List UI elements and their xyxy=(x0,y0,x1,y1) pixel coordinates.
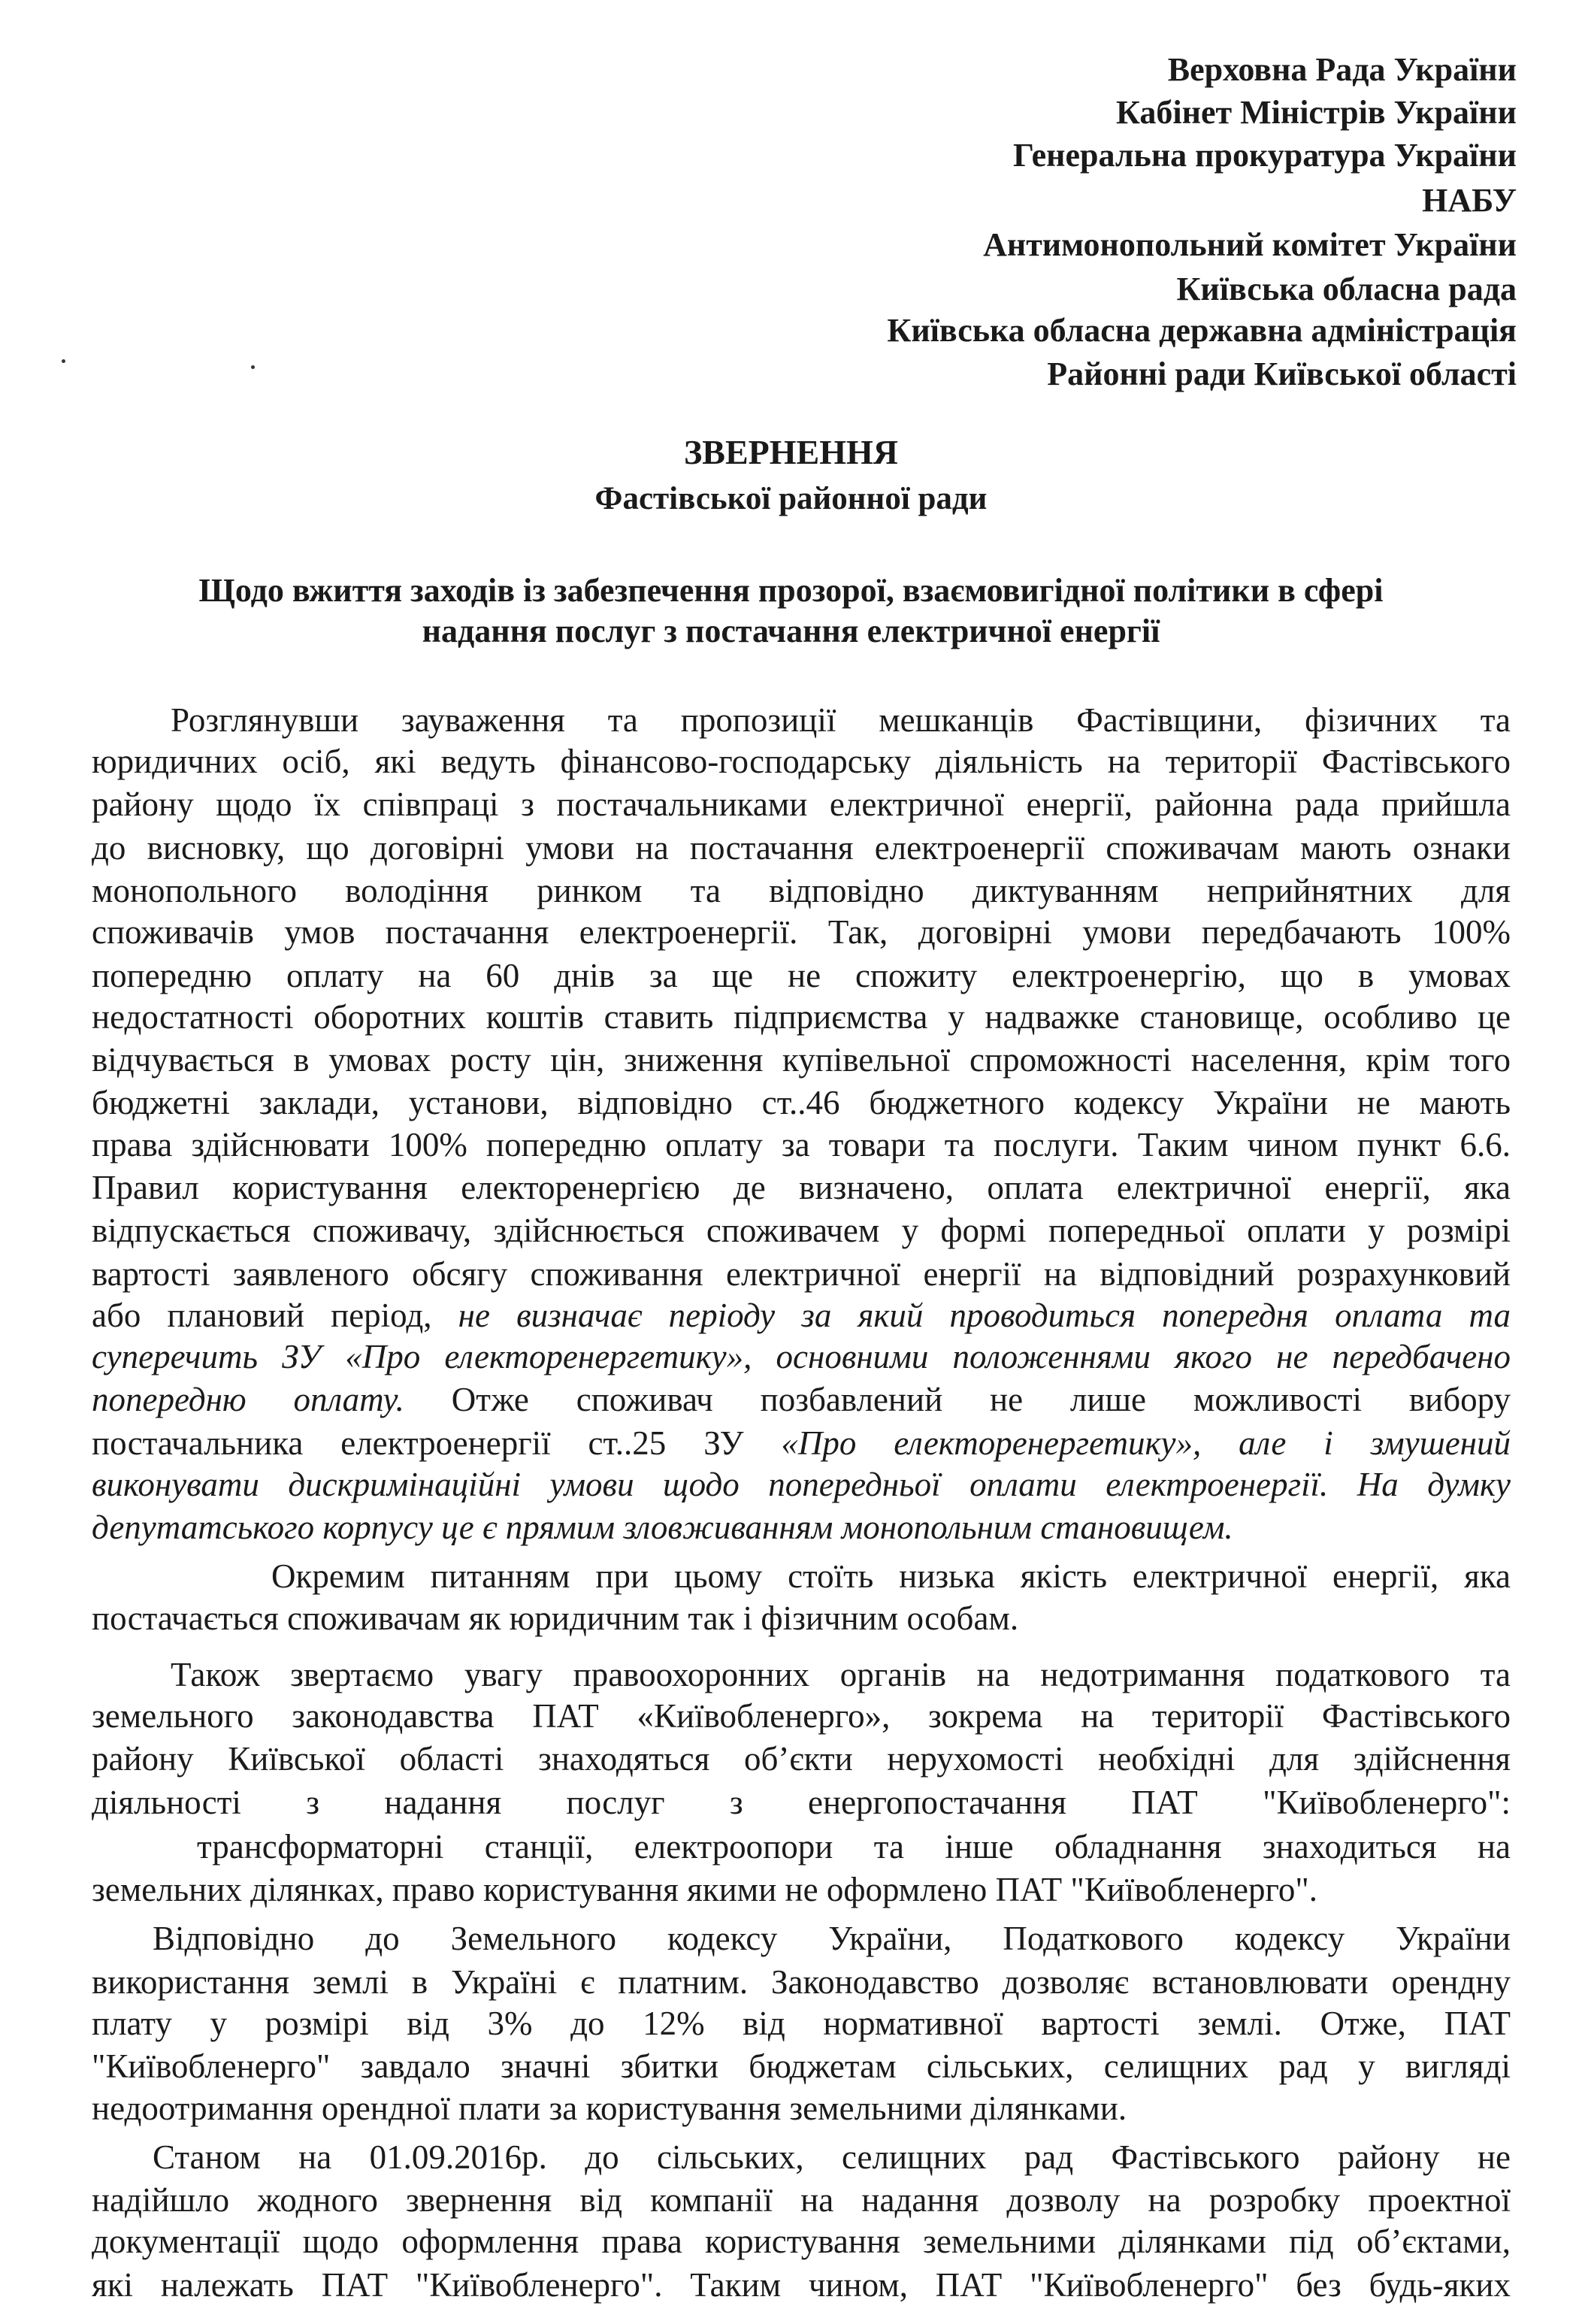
italic-text-segment: не визначає періоду за який проводиться попередня оплата та xyxy=(458,1296,1511,1334)
body-line xyxy=(92,1961,1511,2004)
body-line xyxy=(92,1039,1511,1082)
text-segment: недоотримання орендної плати за користування земельними ділянками. xyxy=(92,2089,1127,2127)
text-segment: земельних ділянках, право користування якими не оформлено ПАТ "Київобленерго". xyxy=(92,1871,1317,1909)
body-line xyxy=(92,1336,1511,1378)
addressee: Антимонопольний комітет України xyxy=(983,225,1517,263)
body-line xyxy=(92,870,1511,912)
italic-text-segment: суперечить ЗУ «Про електоренергетику», основними положеннями якого не передбачено xyxy=(92,1338,1511,1376)
body-line xyxy=(92,740,1511,783)
body-line xyxy=(92,1738,1511,1781)
italic-text-segment: «Про електоренергетику», але і змушений xyxy=(781,1424,1511,1462)
body-line xyxy=(92,1294,1511,1337)
addressee: Генеральна прокуратура України xyxy=(1012,137,1517,174)
body-line xyxy=(92,2002,1511,2045)
body-line xyxy=(92,1869,1511,1911)
text-segment: попередню оплату на 60 днів за ще не спожиту електроенергію, що в умовах xyxy=(92,956,1511,994)
document-subtitle: Фастівської районної ради xyxy=(594,481,988,516)
body-line xyxy=(92,1378,1511,1421)
scan-speck xyxy=(62,359,65,363)
body-line xyxy=(92,1506,1511,1549)
subject-line: Щодо вжиття заходів із забезпечення прозорої, взаємовигідної політики в сфері xyxy=(198,572,1384,609)
body-line xyxy=(197,1826,1511,1869)
addressee: Верховна Рада України xyxy=(1167,50,1517,88)
body-line xyxy=(92,2220,1511,2263)
body-line xyxy=(92,911,1511,954)
body-line xyxy=(153,1917,1511,1960)
body-line xyxy=(171,699,1511,742)
text-segment: Також звертаємо увагу правоохоронних органів на недотримання податкового та xyxy=(171,1655,1511,1693)
italic-text-segment: депутатського корпусу це є прямим зловживанням монопольним становищем. xyxy=(92,1508,1233,1547)
body-line xyxy=(92,955,1511,997)
text-segment: земельного законодавства ПАТ «Київобленерго», зокрема на території Фастівського xyxy=(92,1697,1511,1735)
text-segment: постачальника електроенергії ст..25 ЗУ xyxy=(92,1424,782,1462)
subject-line: надання послуг з постачання електричної енергії xyxy=(422,613,1160,649)
body-line xyxy=(92,2179,1511,2222)
text-segment: до висновку, що договірні умови на постачання електроенергії споживачам мають ознаки xyxy=(92,828,1511,867)
text-segment: Розглянувши зауваження та пропозиції мешканців Фастівщини, фізичних та xyxy=(171,701,1511,739)
body-line xyxy=(92,1082,1511,1124)
italic-text-segment: виконувати дискримінаційні умови щодо попередньої оплати електроенергії. На думку xyxy=(92,1466,1511,1503)
body-line xyxy=(92,1124,1511,1167)
text-segment: права здійснювати 100% попередню оплату за товари та послуги. Таким чином пункт 6.6. xyxy=(92,1125,1511,1164)
document-title: ЗВЕРНЕННЯ xyxy=(684,433,898,471)
text-segment: документації щодо оформлення права користування земельними ділянками під об’єктами, xyxy=(92,2223,1511,2261)
body-line xyxy=(92,1597,1511,1640)
text-segment: відчувається в умовах росту цін, зниження купівельної спроможності населення, крім того xyxy=(92,1041,1511,1079)
addressee: Районні ради Київської області xyxy=(1047,355,1517,392)
text-segment: або плановий період, xyxy=(92,1296,458,1334)
text-segment: монопольного володіння ринком та відповідно диктуванням неприйнятних для xyxy=(92,872,1511,909)
text-segment: Правил користування електоренергією де визначено, оплата електричної енергії, яка xyxy=(92,1169,1511,1206)
text-segment: які належать ПАТ "Київобленерго". Таким чином, ПАТ "Київобленерго" без будь-яких xyxy=(92,2265,1511,2304)
text-segment: трансформаторні станції, електроопори та інше обладнання знаходиться на xyxy=(197,1827,1511,1866)
body-line xyxy=(92,1781,1511,1824)
text-segment: споживачів умов постачання електроенергії. Так, договірні умови передбачають 100% xyxy=(92,913,1511,952)
italic-text-segment: попередню оплату. xyxy=(92,1381,404,1419)
text-segment: використання землі в Україні є платним. Законодавство дозволяє встановлювати орендну xyxy=(92,1962,1511,2001)
body-line xyxy=(92,1422,1511,1465)
body-line xyxy=(92,996,1511,1039)
scan-speck xyxy=(251,365,255,369)
body-line xyxy=(92,2045,1511,2088)
text-segment: Станом на 01.09.2016р. до сільських, селищних рад Фастівського району не xyxy=(153,2138,1511,2176)
text-segment: району Київської області знаходяться об’єкти нерухомості необхідні для здійснення xyxy=(92,1740,1511,1778)
text-segment: відпускається споживачу, здійснюється споживачем у формі попередньої оплати у розмірі xyxy=(92,1212,1511,1250)
addressee: Київська обласна рада xyxy=(1176,271,1517,308)
body-line xyxy=(92,1253,1511,1296)
addressee: НАБУ xyxy=(1422,181,1517,219)
body-line xyxy=(92,1209,1511,1252)
text-segment: "Київобленерго" завдало значні збитки бюджетам сільських, селищних рад у вигляді xyxy=(92,2047,1511,2086)
text-segment: постачається споживачам як юридичним так і фізичним особам. xyxy=(92,1599,1019,1637)
body-line xyxy=(92,783,1511,826)
body-line xyxy=(92,2087,1511,2130)
body-line xyxy=(92,827,1511,870)
body-line xyxy=(153,2136,1511,2179)
text-segment: Окремим питанням при цьому стоїть низька якість електричної енергії, яка xyxy=(271,1557,1511,1596)
text-segment: плату у розмірі від 3% до 12% від нормативної вартості землі. Отже, ПАТ xyxy=(92,2004,1511,2042)
body-line xyxy=(171,1654,1511,1696)
addressee: Кабінет Міністрів України xyxy=(1116,94,1517,132)
addressee: Київська обласна державна адміністрація xyxy=(887,312,1517,350)
body-line xyxy=(92,1167,1511,1209)
text-segment: району щодо їх співпраці з постачальниками електричної енергії, районна рада прийшла xyxy=(92,785,1511,824)
text-segment: діяльності з надання послуг з енергопостачання ПАТ "Київобленерго": xyxy=(92,1783,1511,1821)
text-segment: юридичних осіб, які ведуть фінансово-господарську діяльність на території Фастівського xyxy=(92,743,1511,781)
body-line xyxy=(92,2264,1511,2307)
body-line xyxy=(271,1555,1511,1598)
body-line xyxy=(92,1695,1511,1738)
text-segment: Отже споживач позбавлений не лише можливості вибору xyxy=(404,1381,1511,1419)
text-segment: недостатності оборотних коштів ставить підприємства у надважке становище, особливо це xyxy=(92,997,1511,1036)
text-segment: бюджетні заклади, установи, відповідно ст..46 бюджетного кодексу України не мають xyxy=(92,1084,1511,1122)
text-segment: вартості заявленого обсягу споживання електричної енергії на відповідний розрахунковий xyxy=(92,1254,1511,1293)
body-line xyxy=(92,1463,1511,1506)
text-segment: надійшло жодного звернення від компанії на надання дозволу на розробку проектної xyxy=(92,2180,1511,2219)
text-segment: Відповідно до Земельного кодексу України, Податкового кодексу України xyxy=(153,1920,1511,1958)
